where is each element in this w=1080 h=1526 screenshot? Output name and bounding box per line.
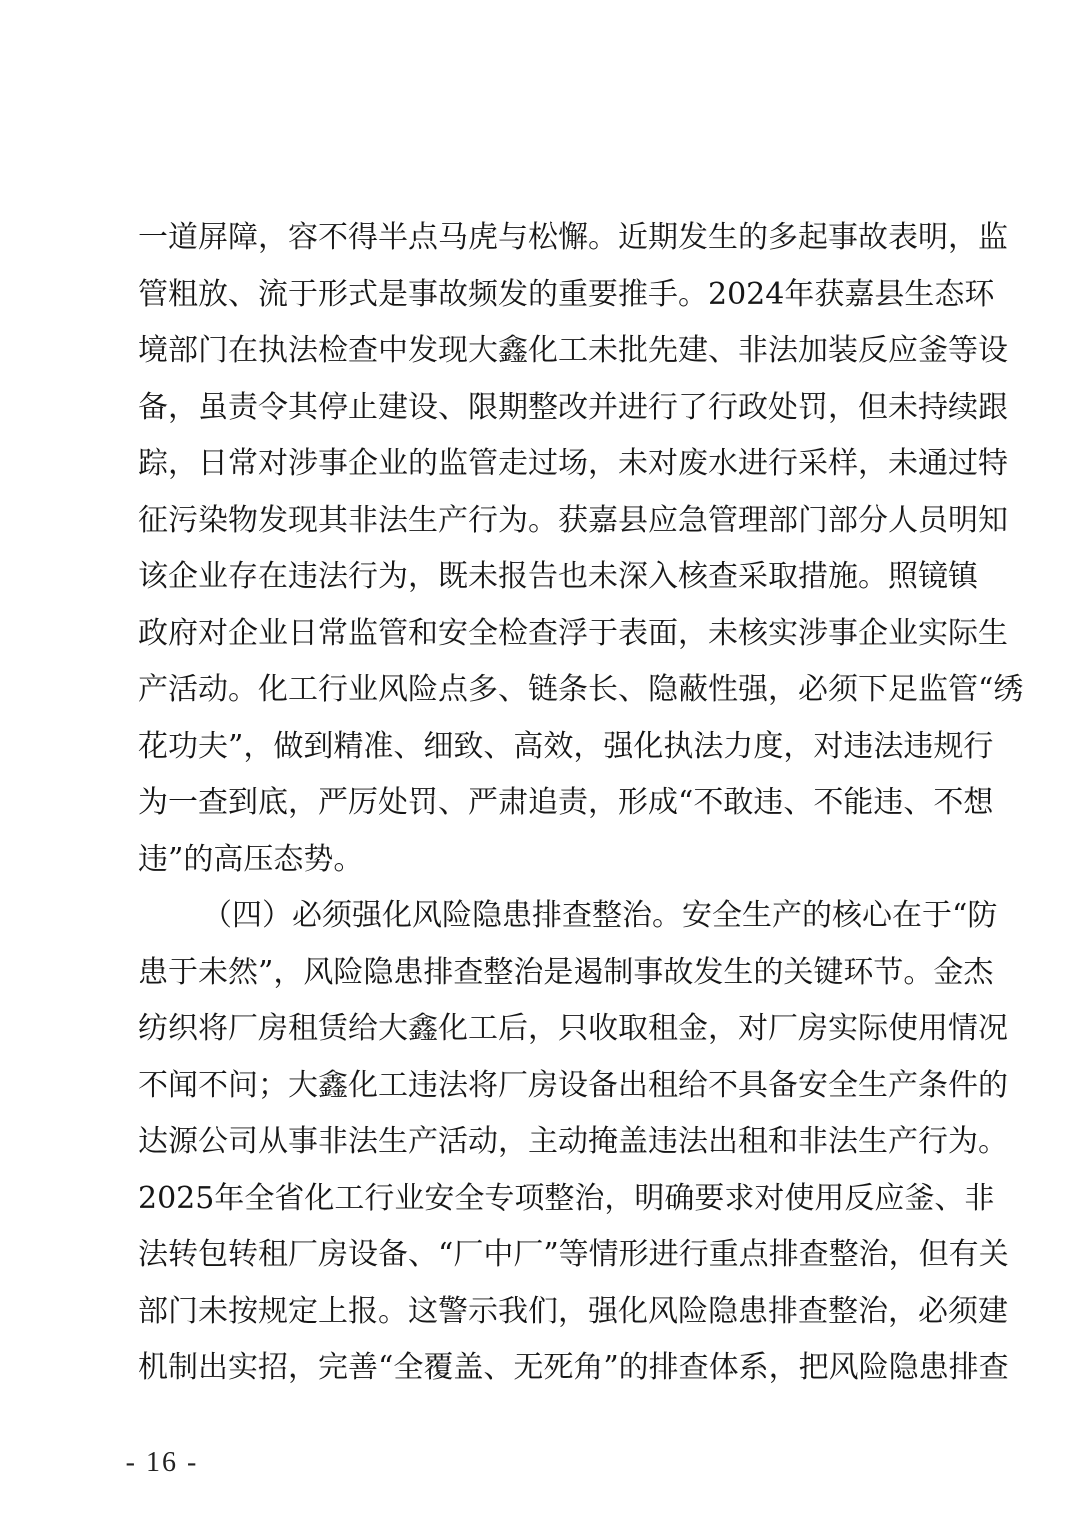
body-text [138,210,1024,1397]
section-heading-line: （四）必须强化风险隐患排查整治。安全生产的核心在于“防 [202,898,998,933]
text-line: 达源公司从事非法生产活动，主动掩盖违法出租和非法生产行为。 [138,1124,1008,1159]
text-line: 一道屏障，容不得半点马虎与松懈。近期发生的多起事故表明，监 [138,220,1008,255]
text-line: 该企业存在违法行为，既未报告也未深入核查采取措施。照镜镇 [138,559,978,594]
text-line: 患于未然”，风险隐患排查整治是遏制事故发生的关键环节。金杰 [138,954,994,990]
text-line: 境部门在执法检查中发现大鑫化工未批先建、非法加装反应釜等设 [138,333,1008,368]
text-line: 部门未按规定上报。这警示我们，强化风险隐患排查整治，必须建 [138,1293,1008,1329]
text-line: 征污染物发现其非法生产行为。获嘉县应急管理部门部分人员明知 [138,502,1008,538]
text-line: 机制出实招，完善“全覆盖、无死角”的排查体系，把风险隐患排查 [138,1350,1009,1385]
text-line: 不闻不问；大鑫化工违法将厂房设备出租给不具备安全生产条件的 [138,1067,1008,1103]
text-line: 政府对企业日常监管和安全检查浮于表面，未核实涉事企业实际生 [138,615,1008,651]
text-line: 花功夫”，做到精准、细致、高效，强化执法力度，对违法违规行 [138,728,994,764]
text-line: 纺织将厂房租赁给大鑫化工后，只收取租金，对厂房实际使用情况 [138,1011,1008,1046]
text-line: 踪，日常对涉事企业的监管走过场，未对废水进行采样，未通过特 [138,446,1008,481]
text-line: 违”的高压态势。 [138,841,364,877]
text-line: 产活动。化工行业风险点多、链条长、隐蔽性强，必须下足监管“绣 [138,672,1024,707]
page-number: - 16 - [125,1447,199,1478]
text-line: 法转包转租厂房设备、“厂中厂”等情形进行重点排查整治，但有关 [138,1237,1009,1272]
text-line: 为一查到底，严厉处罚、严肃追责，形成“不敢违、不能违、不想 [138,785,994,820]
text-line: 2025年全省化工行业安全专项整治，明确要求对使用反应釜、非 [138,1180,995,1216]
text-line: 管粗放、流于形式是事故频发的重要推手。2024年获嘉县生态环 [138,276,995,312]
text-line: 备，虽责令其停止建设、限期整改并进行了行政处罚，但未持续跟 [138,389,1008,425]
